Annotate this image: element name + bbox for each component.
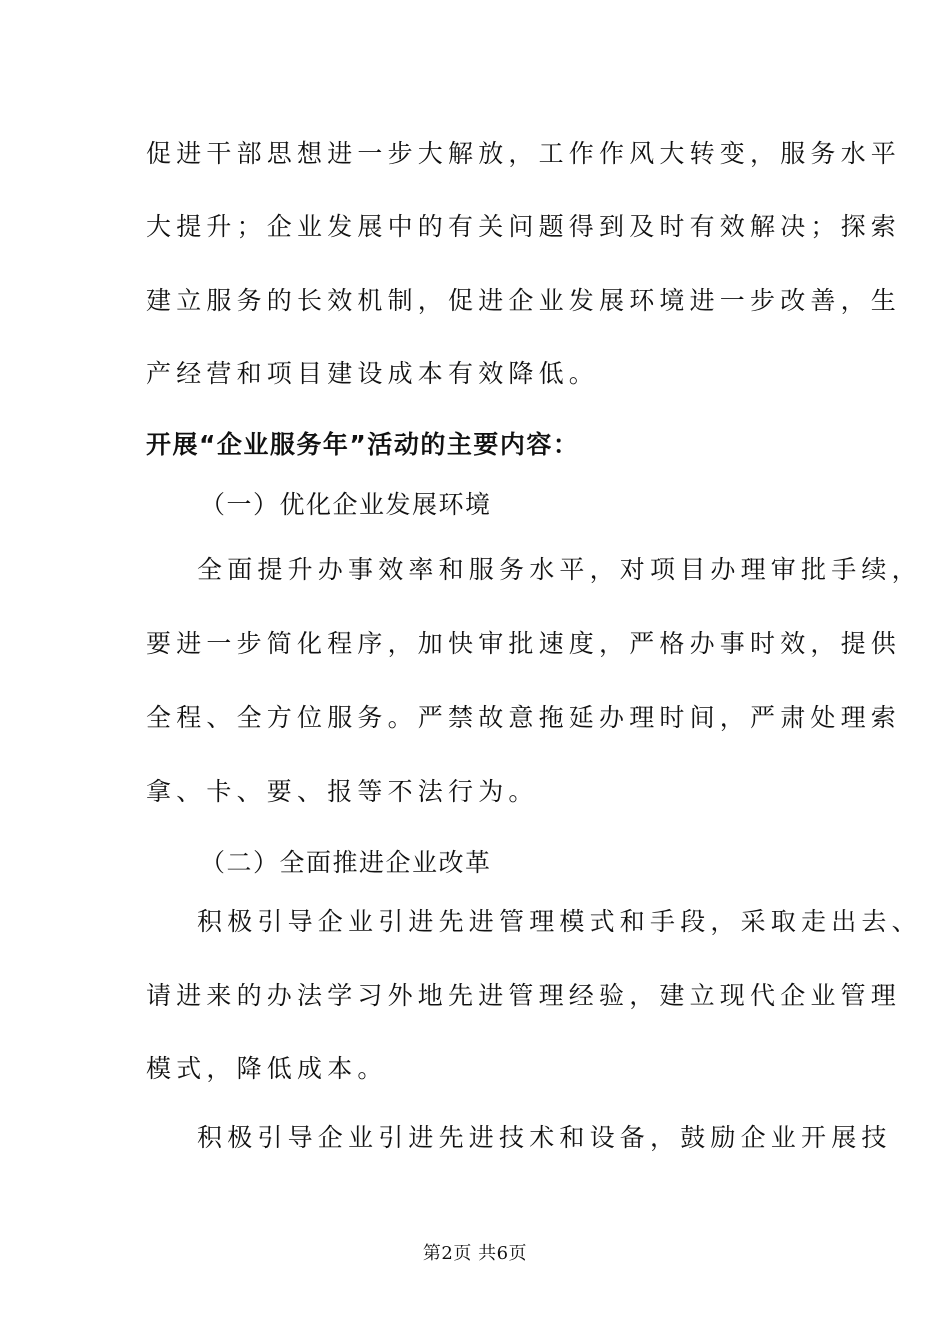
- paragraph-1-line-3: 建立服务的长效机制，促进企业发展环境进一步改善，生: [146, 286, 902, 315]
- subsection-1-title: （一）优化企业发展环境: [200, 490, 492, 519]
- paragraph-2-line-2: 要进一步简化程序，加快审批速度，严格办事时效，提供: [146, 629, 902, 658]
- paragraph-3-line-1: 积极引导企业引进先进管理模式和手段，采取走出去、: [197, 907, 922, 936]
- paragraph-1-line-1: 促进干部思想进一步大解放，工作作风大转变，服务水平: [146, 139, 902, 168]
- paragraph-2-line-4: 拿、卡、要、报等不法行为。: [146, 777, 539, 806]
- paragraph-3-line-2: 请进来的办法学习外地先进管理经验，建立现代企业管理: [146, 981, 902, 1010]
- paragraph-3-line-3: 模式，降低成本。: [146, 1054, 388, 1083]
- page-number-footer: 第2页 共6页: [422, 1243, 528, 1264]
- section-heading: 开展“企业服务年”活动的主要内容：: [146, 430, 580, 459]
- paragraph-2-line-1: 全面提升办事效率和服务水平，对项目办理审批手续，: [197, 555, 922, 584]
- paragraph-1-line-4: 产经营和项目建设成本有效降低。: [146, 359, 600, 388]
- paragraph-1-line-2: 大提升；企业发展中的有关问题得到及时有效解决；探索: [146, 212, 902, 241]
- subsection-2-title: （二）全面推进企业改革: [200, 848, 492, 877]
- paragraph-4-line-1: 积极引导企业引进先进技术和设备，鼓励企业开展技: [197, 1123, 892, 1152]
- paragraph-2-line-3: 全程、全方位服务。严禁故意拖延办理时间，严肃处理索: [146, 703, 902, 732]
